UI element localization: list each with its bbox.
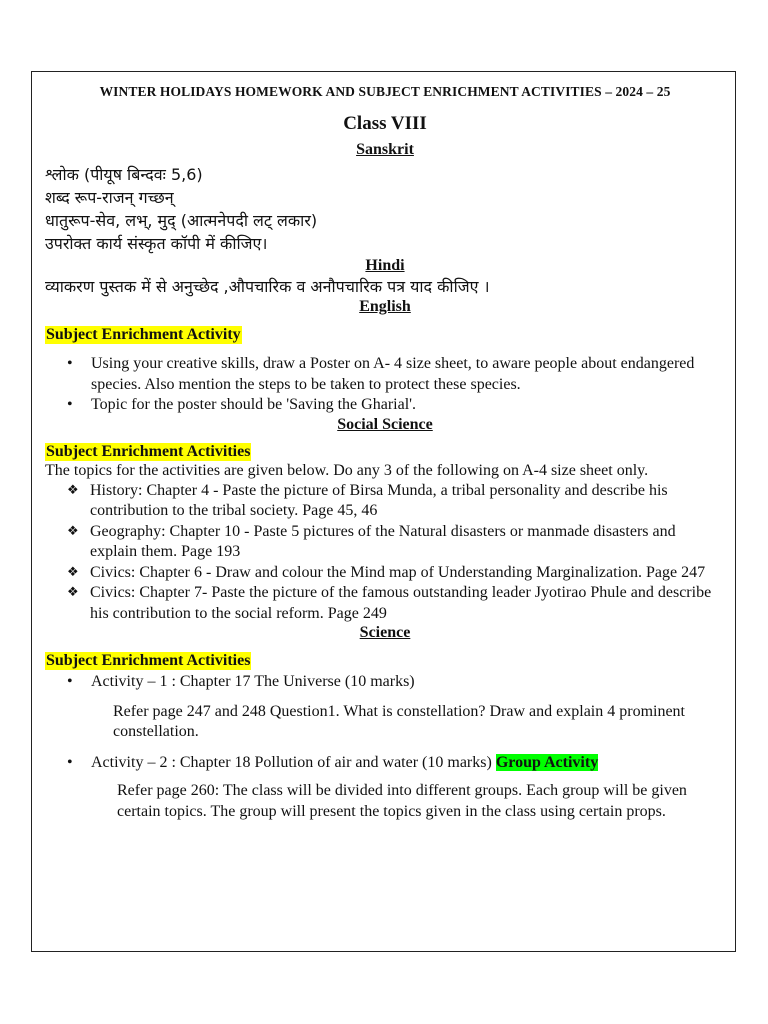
diamond-bullet-icon: ❖ bbox=[67, 564, 79, 580]
group-activity-badge: Group Activity bbox=[495, 753, 599, 771]
bullet-icon: • bbox=[67, 673, 73, 690]
hindi-line: व्याकरण पुस्तक में से अनुच्छेद ,औपचारिक व अनौपचारिक पत्र याद कीजिए । bbox=[45, 277, 490, 296]
sanskrit-line: श्लोक (पीयूष बिन्दवः 5,6) bbox=[45, 165, 203, 184]
class-title: Class VIII bbox=[343, 113, 427, 134]
sanskrit-lines bbox=[45, 163, 725, 255]
bullet-icon: • bbox=[67, 753, 73, 771]
list-item: • Activity – 1 : Chapter 17 The Universe (10 marks) bbox=[45, 672, 725, 693]
list-item: • Topic for the poster should be 'Saving the Gharial'. bbox=[45, 395, 725, 416]
diamond-bullet-icon: ❖ bbox=[67, 523, 79, 539]
list-item: • Activity – 2 : Chapter 18 Pollution of air and water (10 marks) Group Activity bbox=[45, 753, 725, 774]
bullet-icon: • bbox=[67, 355, 73, 372]
list-item: ❖ Civics: Chapter 6 - Draw and colour the Mind map of Understanding Marginalization. Page 247 bbox=[45, 563, 725, 584]
science-activity-label: Subject Enrichment Activities bbox=[46, 652, 251, 669]
diamond-bullet-icon: ❖ bbox=[67, 482, 79, 498]
document-title: WINTER HOLIDAYS HOMEWORK AND SUBJECT ENRICHMENT ACTIVITIES – 2024 – 25 bbox=[99, 84, 671, 99]
sanskrit-heading: Sanskrit bbox=[356, 141, 414, 158]
activity-2-description: Refer page 260: The class will be divided into different groups. Each group will be given certain topics. The group will present the topics given in the class using certain props. bbox=[117, 782, 687, 820]
document-body bbox=[45, 84, 725, 822]
sanskrit-line: शब्द रूप-राजन् गच्छन् bbox=[45, 188, 174, 207]
social-science-heading: Social Science bbox=[337, 415, 433, 433]
list-item: ❖ Geography: Chapter 10 - Paste 5 pictures of the Natural disasters or manmade disasters and explain them. Page 193 bbox=[67, 522, 676, 560]
sanskrit-line: धातुरूप-सेव, लभ्, मुद् (आत्मनेपदी लट् लकार) bbox=[45, 211, 318, 230]
activity-1-description: Refer page 247 and 248 Question1. What is constellation? Draw and explain 4 prominent constellation. bbox=[113, 702, 685, 740]
list-item: ❖ Civics: Chapter 7- Paste the picture of the famous outstanding leader Jyotirao Phule and describe his contribution to the social reform. Page 249 bbox=[67, 584, 712, 622]
social-science-list bbox=[45, 481, 725, 625]
sanskrit-line: उपरोक्त कार्य संस्कृत कॉपी में कीजिए। bbox=[45, 234, 268, 253]
list-item: • Using your creative skills, draw a Poster on A- 4 size sheet, to aware people about endangered species. Also mention the steps to be taken to protect these species. bbox=[67, 355, 695, 393]
hindi-heading: Hindi bbox=[365, 257, 405, 274]
science-activity-2 bbox=[45, 753, 725, 774]
bullet-icon: • bbox=[67, 396, 73, 413]
social-science-activity-label: Subject Enrichment Activities bbox=[46, 442, 251, 460]
diamond-bullet-icon: ❖ bbox=[67, 585, 79, 600]
science-heading: Science bbox=[359, 624, 411, 641]
english-heading: English bbox=[359, 298, 411, 315]
list-item: ❖ History: Chapter 4 - Paste the picture of Birsa Munda, a tribal personality and describe his contribution to the tribal society. Page 45, 46 bbox=[67, 481, 668, 519]
english-activity-label: Subject Enrichment Activity bbox=[46, 326, 241, 343]
social-science-intro: The topics for the activities are given below. Do any 3 of the following on A-4 size sheet only. bbox=[45, 461, 649, 479]
science-activity-1 bbox=[45, 672, 725, 693]
english-bullet-list bbox=[45, 354, 725, 416]
